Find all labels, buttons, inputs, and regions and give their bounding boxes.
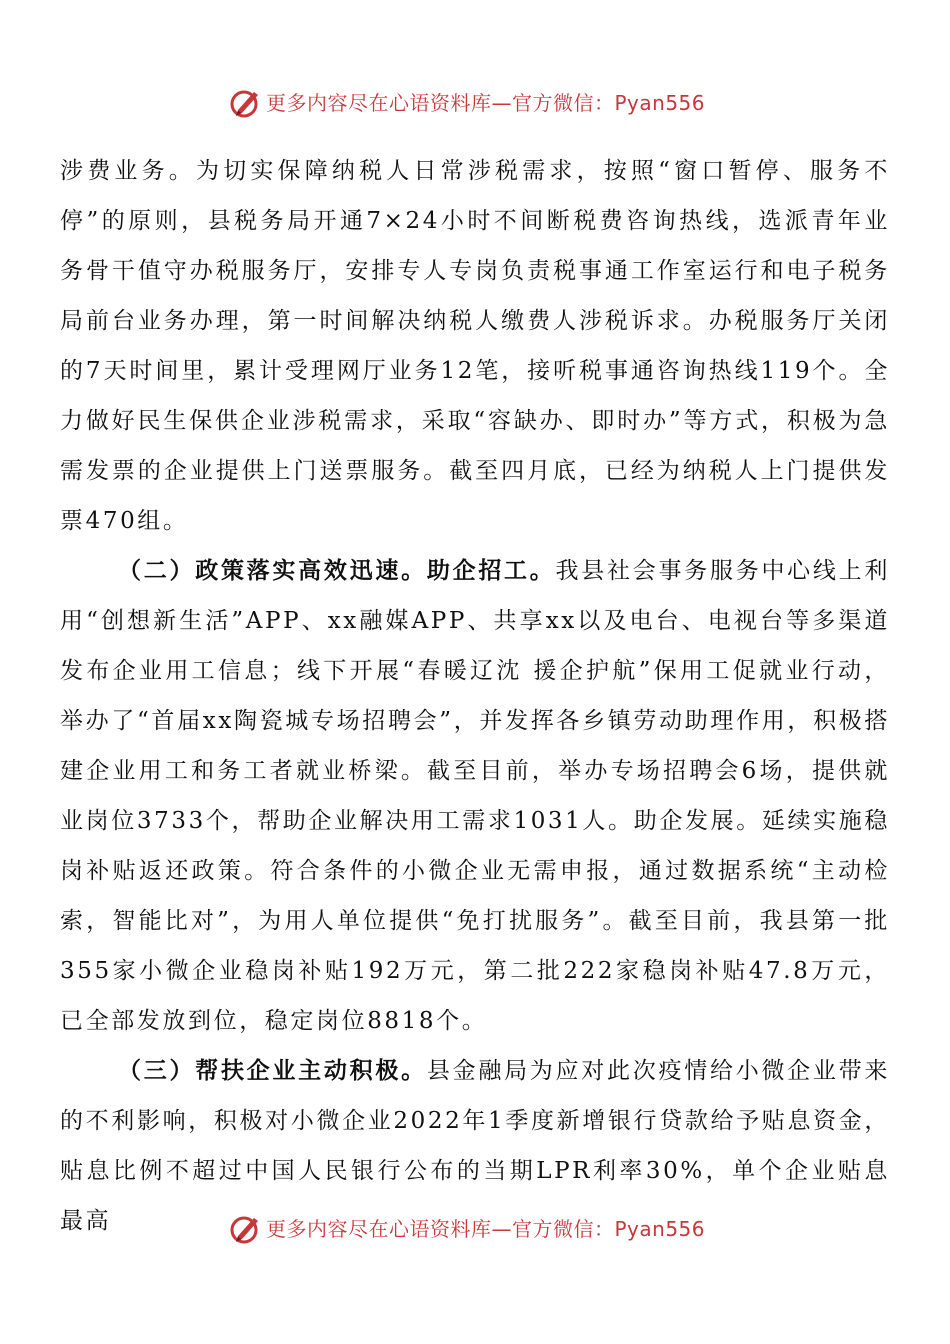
- section-3-heading: （三）帮扶企业主动积极。: [118, 1057, 427, 1084]
- document-body: [60, 146, 890, 1246]
- section-3-body: 县金融局为应对此次疫情给小微企业带来的不利影响，积极对小微企业2022年1季度新增银行贷款给予贴息资金，贴息比例不超过中国人民银行公布的当期LPR利率30%，单个企业贴息最高: [60, 1058, 890, 1234]
- paragraph-section-2: [60, 546, 890, 1046]
- watermark-banner-bottom: [0, 1210, 950, 1250]
- watermark-text-bottom: 更多内容尽在心语资料库—官方微信：Pyan556: [266, 1217, 706, 1241]
- paragraph-tax-service: 涉费业务。为切实保障纳税人日常涉税需求，按照“窗口暂停、服务不停”的原则，县税务局开通7×24小时不间断税费咨询热线，选派青年业务骨干值守办税服务厅，安排专人专岗负责税事通工作室运行和电子税务局前台业务办理，第一时间解决纳税人缴费人涉税诉求。办税服务厅关闭的7天时间里，累计受理网厅业务12笔，接听税事通咨询热线119个。全力做好民生保供企业涉税需求，采取“容缺办、即时办”等方式，积极为急需发票的企业提供上门送票服务。截至四月底，已经为纳税人上门提供发票470组。: [60, 158, 890, 534]
- pen-logo-icon: [228, 1212, 262, 1246]
- section-2-body: 我县社会事务服务中心线上利用“创想新生活”APP、xx融媒APP、共享xx以及电台、电视台等多渠道发布企业用工信息；线下开展“春暖辽沈 援企护航”保用工促就业行动，举办了“首届xx陶瓷城专场招聘会”，并发挥各乡镇劳动助理作用，积极搭建企业用工和务工者就业桥梁。截至目前，举办专场招聘会6场，提供就业岗位3733个，帮助企业解决用工需求1031人。助企发展。延续实施稳岗补贴返还政策。符合条件的小微企业无需申报，通过数据系统“主动检索，智能比对”，为用人单位提供“免打扰服务”。截至目前，我县第一批355家小微企业稳岗补贴192万元，第二批222家稳岗补贴47.8万元，已全部发放到位，稳定岗位8818个。: [60, 558, 890, 1034]
- watermark-banner-top: [0, 84, 950, 124]
- section-2-heading: （二）政策落实高效迅速。助企招工。: [118, 557, 556, 584]
- pen-logo-icon: [228, 86, 262, 120]
- watermark-text-top: 更多内容尽在心语资料库—官方微信：Pyan556: [266, 91, 706, 115]
